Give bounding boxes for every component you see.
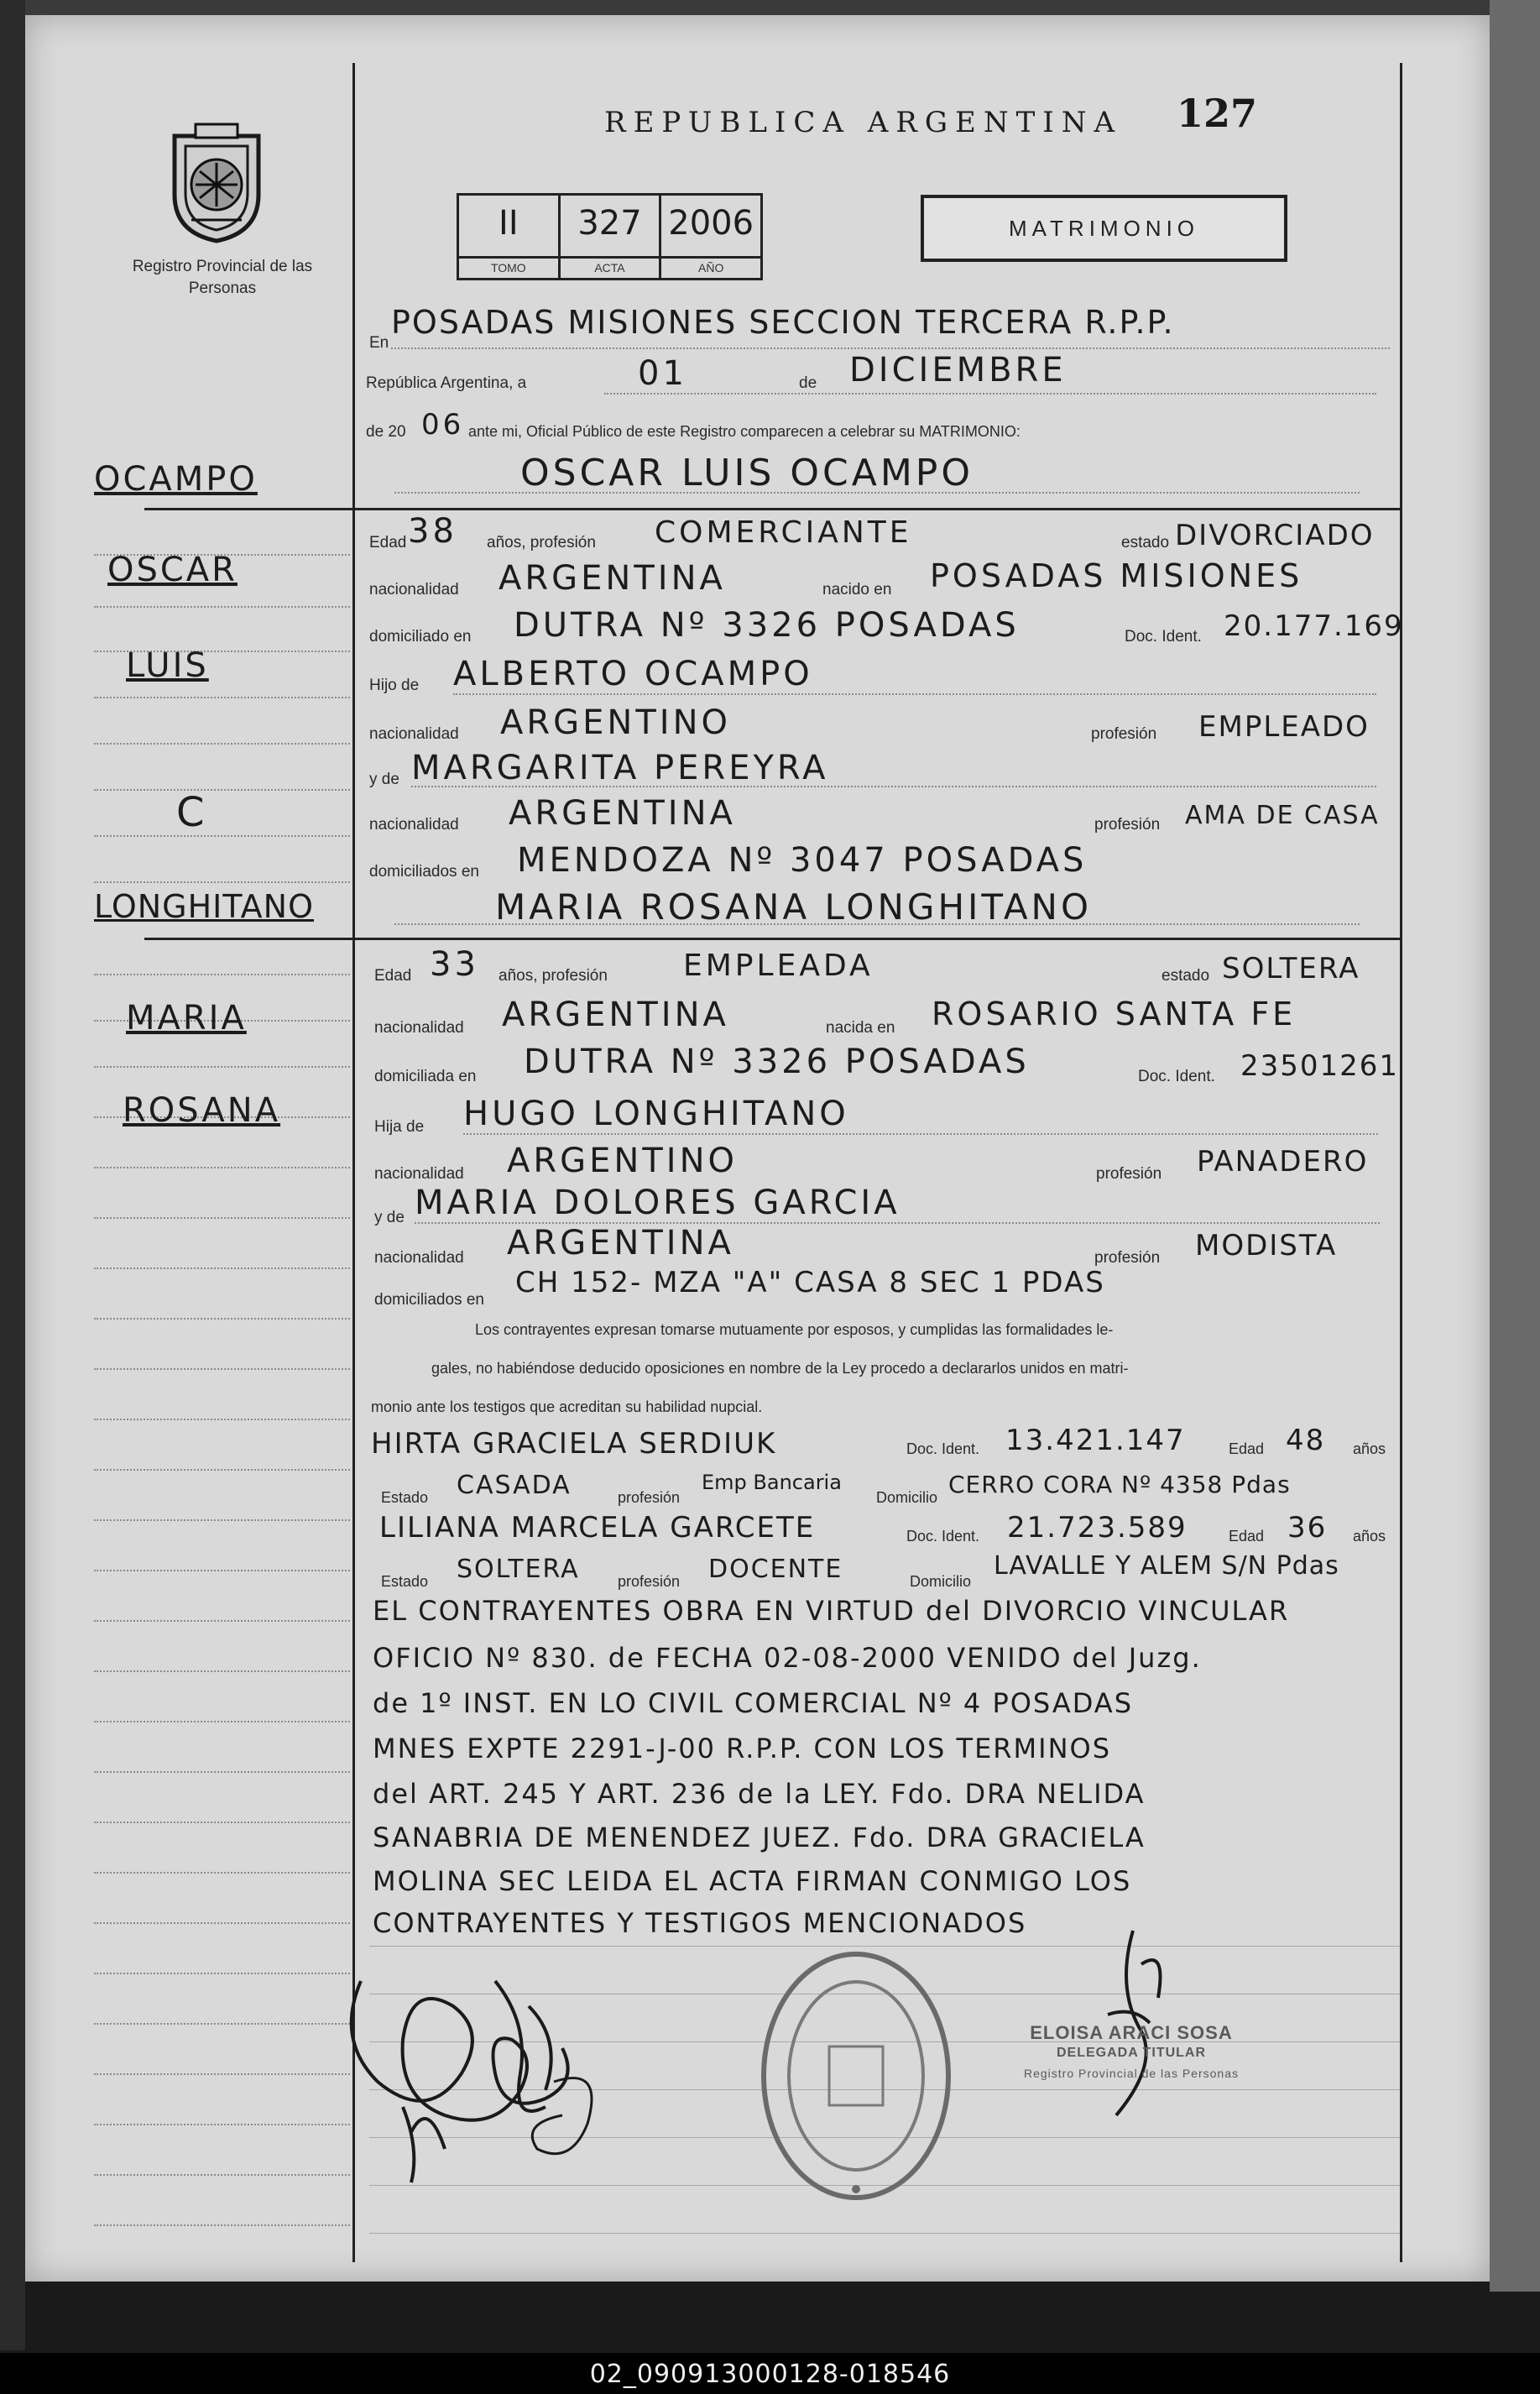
groom-father: ALBERTO OCAMPO [453, 655, 813, 693]
groom-hijo-label: Hijo de [369, 677, 420, 694]
margin-top-rule [144, 508, 352, 510]
bride-doc-label: Doc. Ident. [1138, 1068, 1215, 1085]
month-value: DICIEMBRE [849, 351, 1067, 389]
groom-anos-profesion-label: años, profesión [487, 534, 596, 551]
bride-hija-label: Hija de [374, 1118, 425, 1136]
witness-1-name: HIRTA GRACIELA SERDIUK [371, 1427, 777, 1461]
groom-profession: COMERCIANTE [655, 515, 912, 550]
bride-anos-profesion-label: años, profesión [499, 967, 608, 985]
groom-nacido-label: nacido en [822, 581, 892, 598]
groom-mother-line [411, 786, 1376, 787]
witness-1-estado: CASADA [457, 1471, 572, 1500]
ante-text: ante mi, Oficial Público de este Registro comparecen a celebrar su MATRIMONIO: [468, 423, 1021, 440]
witness-1-doc: 13.421.147 [1005, 1424, 1186, 1457]
groom-age: 38 [408, 512, 457, 551]
groom-address: DUTRA Nº 3326 POSADAS [514, 606, 1020, 645]
stamp-line-1: ELOISA ARACI SOSA [1030, 2022, 1233, 2043]
scan-footer [0, 2353, 1540, 2394]
groom-estado-label: estado [1121, 534, 1170, 551]
day-value: 01 [638, 354, 687, 393]
officer-stamp [1024, 2023, 1239, 2083]
witness-1-profession: Emp Bancaria [702, 1471, 842, 1494]
groom-mother-nationality: ARGENTINA [509, 794, 736, 833]
margin-letter: C [176, 789, 207, 836]
note-line-1: EL CONTRAYENTES OBRA EN VIRTUD del DIVORCIO VINCULAR [373, 1595, 1290, 1627]
groom-section-rule [352, 508, 1402, 510]
registry-label: Registro Provincial de las Personas [132, 258, 313, 297]
tomo-cell [459, 196, 561, 278]
witness-2-doc: 21.723.589 [1007, 1511, 1188, 1545]
witness-2-profession: DOCENTE [708, 1555, 843, 1584]
witness-2-anos-label: años [1353, 1528, 1386, 1545]
bride-nationality: ARGENTINA [502, 996, 729, 1034]
groom-doc-label: Doc. Ident. [1125, 628, 1202, 646]
stamp-line-2: DELEGADA TITULAR [1056, 2046, 1207, 2060]
groom-domicilio-label: domiciliado en [369, 628, 472, 646]
groom-mother-prof-label: profesión [1094, 816, 1161, 834]
groom-father-nat-label: nacionalidad [369, 725, 459, 743]
groom-mother: MARGARITA PEREYRA [411, 749, 829, 787]
bride-doc: 23501261 [1240, 1049, 1400, 1083]
declaration-line-1: Los contrayentes expresan tomarse mutuamente por esposos, y cumplidas las formalidades le- [475, 1321, 1114, 1338]
bride-parents-dom-label: domiciliados en [374, 1291, 484, 1309]
groom-nacionalidad-label: nacionalidad [369, 581, 459, 598]
bride-domicilio-label: domiciliada en [374, 1068, 477, 1085]
republica-label: República Argentina, a [366, 374, 527, 392]
book-spine-edge [1490, 0, 1540, 2292]
witness-2-estado: SOLTERA [457, 1555, 580, 1584]
witness-1-estado-label: Estado [381, 1489, 429, 1506]
tomo-value: II [499, 204, 519, 243]
witness-1-address: CERRO CORA Nº 4358 Pdas [948, 1471, 1291, 1498]
witness-2-dom-label: Domicilio [910, 1573, 972, 1590]
en-label: En [369, 334, 389, 352]
bride-estado: SOLTERA [1222, 952, 1360, 985]
margin-groom-name2: LUIS [126, 646, 209, 685]
bride-mother-profession: MODISTA [1195, 1229, 1338, 1262]
witness-1-edad-label: Edad [1229, 1440, 1265, 1457]
groom-edad-label: Edad [369, 534, 407, 551]
groom-parents-dom-label: domiciliados en [369, 863, 479, 881]
bride-parents-address: CH 152- MZA "A" CASA 8 SEC 1 PDAS [515, 1266, 1105, 1299]
groom-y-de-label: y de [369, 771, 399, 788]
bride-birthplace: ROSARIO SANTA FE [932, 996, 1297, 1032]
groom-father-prof-label: profesión [1091, 725, 1157, 743]
declaration-line-3: monio ante los testigos que acreditan su habilidad nupcial. [371, 1398, 763, 1415]
image-id-label: 02_090913000128-018546 [589, 2360, 951, 2389]
de-label: de [799, 374, 817, 392]
note-line-8: CONTRAYENTES Y TESTIGOS MENCIONADOS [373, 1907, 1027, 1939]
witness-1-age: 48 [1286, 1424, 1326, 1457]
official-seal-icon [755, 1946, 957, 2210]
groom-full-name: OSCAR LUIS OCAMPO [520, 452, 974, 494]
place-line [391, 348, 1390, 349]
witness-2-age: 36 [1287, 1511, 1328, 1545]
bride-profession: EMPLEADA [683, 949, 874, 983]
bride-father-profession: PANADERO [1197, 1145, 1369, 1179]
scan-background [0, 0, 25, 2350]
right-border-line [1400, 63, 1402, 2262]
groom-name-line [394, 492, 1360, 494]
witness-1-doc-label: Doc. Ident. [906, 1440, 980, 1457]
bride-estado-label: estado [1162, 967, 1210, 985]
margin-bride-name1: MARIA [126, 999, 247, 1038]
contrayentes-signature [327, 1931, 663, 2203]
bride-full-name: MARIA ROSANA LONGHITANO [495, 886, 1093, 928]
scan-top-edge [25, 0, 1490, 15]
bride-mother-prof-label: profesión [1094, 1249, 1161, 1267]
witness-1-dom-label: Domicilio [876, 1489, 938, 1506]
country-heading: REPUBLICA ARGENTINA [604, 106, 1123, 139]
groom-estado: DIVORCIADO [1175, 519, 1375, 552]
bride-father-nationality: ARGENTINO [507, 1142, 738, 1180]
groom-mother-profession: AMA DE CASA [1185, 801, 1380, 830]
stamp-line-3: Registro Provincial de las Personas [1024, 2067, 1239, 2080]
groom-father-line [453, 693, 1376, 695]
groom-parents-address: MENDOZA Nº 3047 POSADAS [517, 841, 1088, 880]
declaration-line-2: gales, no habiéndose deducido oposiciones en nombre de la Ley procedo a declararlos unidos en matri- [431, 1360, 1129, 1377]
acta-value: 327 [577, 204, 642, 243]
bride-address: DUTRA Nº 3326 POSADAS [524, 1043, 1030, 1081]
bride-section-rule [144, 938, 1402, 940]
margin-groom-surname: OCAMPO [94, 460, 258, 499]
bride-mother: MARIA DOLORES GARCIA [415, 1184, 901, 1222]
de20-label: de 20 [366, 423, 406, 441]
acta-reference-table [457, 193, 763, 280]
witness-2-prof-label: profesión [618, 1573, 681, 1590]
witness-2-edad-label: Edad [1229, 1528, 1265, 1545]
note-line-2: OFICIO Nº 830. de FECHA 02-08-2000 VENIDO del Juzg. [373, 1642, 1202, 1674]
place-value: POSADAS MISIONES SECCION TERCERA R.P.P. [391, 304, 1175, 341]
bride-name-line [394, 923, 1360, 925]
page-number: 127 [1177, 91, 1258, 136]
note-line-7: MOLINA SEC LEIDA EL ACTA FIRMAN CONMIGO LOS [373, 1865, 1132, 1897]
margin-groom-name1: OSCAR [107, 551, 238, 589]
acta-label: ACTA [561, 256, 660, 278]
witness-2-address: LAVALLE Y ALEM S/N Pdas [994, 1551, 1339, 1581]
bride-father-line [463, 1133, 1378, 1135]
bride-father-nat-label: nacionalidad [374, 1165, 464, 1183]
groom-nationality: ARGENTINA [499, 559, 726, 598]
note-line-5: del ART. 245 Y ART. 236 de la LEY. Fdo. DRA NELIDA [373, 1778, 1146, 1810]
groom-birthplace: POSADAS MISIONES [930, 557, 1303, 594]
groom-father-nationality: ARGENTINO [500, 703, 731, 742]
date-line [604, 393, 1376, 395]
bride-age: 33 [430, 945, 479, 984]
registry-crest-icon [162, 119, 271, 249]
ano-cell [661, 196, 760, 278]
bride-nacionalidad-label: nacionalidad [374, 1019, 464, 1037]
bride-nacida-label: nacida en [826, 1019, 895, 1037]
groom-father-profession: EMPLEADO [1198, 710, 1370, 744]
bride-father: HUGO LONGHITANO [463, 1095, 849, 1133]
year-value: 06 [421, 408, 465, 442]
bride-mother-nat-label: nacionalidad [374, 1249, 464, 1267]
acta-cell [561, 196, 662, 278]
margin-bride-surname: LONGHITANO [94, 888, 314, 925]
witness-1-prof-label: profesión [618, 1489, 681, 1506]
margin-bride-name2: ROSANA [123, 1091, 281, 1130]
note-line-6: SANABRIA DE MENENDEZ JUEZ. Fdo. DRA GRACIELA [373, 1822, 1146, 1853]
note-line-4: MNES EXPTE 2291-J-00 R.P.P. CON LOS TERMINOS [373, 1733, 1112, 1764]
witness-1-anos-label: años [1353, 1440, 1386, 1457]
ano-label: AÑO [661, 256, 760, 278]
bride-y-de-label: y de [374, 1209, 405, 1226]
note-line-3: de 1º INST. EN LO CIVIL COMERCIAL Nº 4 POSADAS [373, 1687, 1133, 1719]
ano-value: 2006 [668, 204, 754, 243]
bride-mother-nationality: ARGENTINA [507, 1224, 734, 1262]
bride-edad-label: Edad [374, 967, 412, 985]
witness-2-estado-label: Estado [381, 1573, 429, 1590]
bride-father-prof-label: profesión [1096, 1165, 1162, 1183]
act-type-box: MATRIMONIO [921, 195, 1287, 262]
tomo-label: TOMO [459, 256, 558, 278]
witness-2-doc-label: Doc. Ident. [906, 1528, 980, 1545]
groom-doc: 20.177.169 [1224, 609, 1404, 643]
witness-2-name: LILIANA MARCELA GARCETE [379, 1511, 816, 1545]
groom-mother-nat-label: nacionalidad [369, 816, 459, 834]
